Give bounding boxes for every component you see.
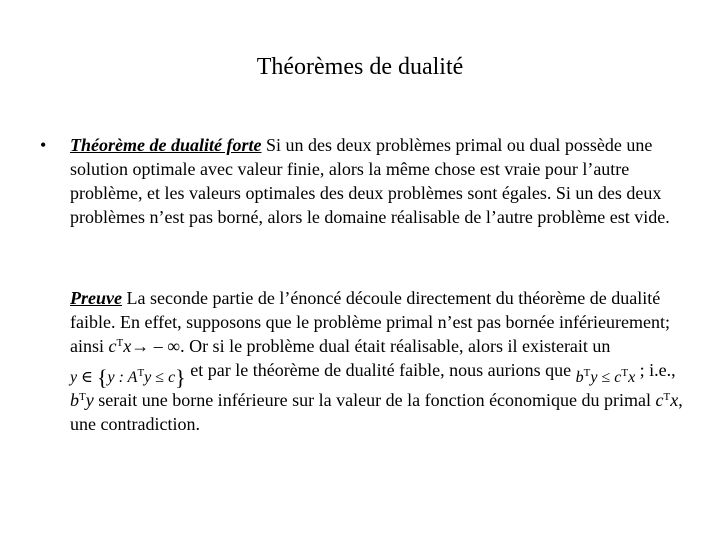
formula-y2: y — [144, 369, 152, 386]
formula-le: ≤ — [151, 369, 169, 386]
proof-text-6: , une contradiction. — [70, 390, 683, 434]
proof-text-4: ; i.e., — [635, 360, 676, 380]
transpose-mark-3: T — [663, 391, 671, 403]
var-x-2: x — [670, 390, 679, 410]
proof-label: Preuve — [70, 288, 122, 308]
proof-paragraph — [70, 286, 690, 436]
proof-text-3: et par le théorème de dualité faible, nous aurions que — [185, 360, 576, 380]
transpose-mark: T — [116, 337, 124, 349]
wd-le: ≤ — [597, 369, 615, 386]
var-x: x — [123, 336, 132, 356]
formula-T1: T — [137, 367, 145, 379]
wd-x: x — [628, 369, 636, 386]
formula-y: y — [70, 369, 78, 386]
formula-y-colon: y : — [107, 369, 128, 386]
theorem-paragraph — [70, 133, 690, 229]
bullet-marker: • — [40, 135, 47, 155]
var-b: b — [70, 390, 79, 410]
slide-title: Théorèmes de dualité — [256, 54, 464, 80]
wd-c: c — [614, 369, 622, 386]
proof-text-1: La seconde partie de l’énoncé découle directement du théorème de dualité faible. En effet, supposons que le problème primal n’est pas bornée inférieurement; ainsi — [70, 288, 670, 356]
var-c: c — [108, 336, 117, 356]
formula-c: c — [168, 369, 176, 386]
formula-brace-close: } — [175, 365, 186, 390]
wd-T1: T — [583, 367, 591, 379]
wd-y: y — [590, 369, 598, 386]
weak-duality-formula — [576, 368, 636, 388]
var-c-2: c — [655, 390, 664, 410]
transpose-mark-2: T — [79, 391, 86, 403]
dual-feasible-formula — [70, 365, 186, 390]
theorem-label: Théorème de dualité forte — [70, 135, 262, 155]
var-y: y — [85, 390, 94, 410]
proof-text-5: serait une borne inférieure sur la valeur de la fonction économique du primal — [93, 390, 656, 410]
theorem-body: Si un des deux problèmes primal ou dual possède une solution optimale avec valeur finie, alors la même chose est vraie pour l’autre problème, et les valeurs optimales des deux problèmes sont égales. Si un des deux problèmes n’est pas borné, alors le domaine réalisable de l’autre problème est vide. — [70, 135, 670, 227]
formula-in: ∈ — [77, 369, 97, 386]
formula-A: A — [127, 369, 138, 386]
formula-brace-open: { — [96, 365, 108, 390]
wd-b: b — [575, 369, 584, 386]
proof-text-2: → – ∞. Or si le problème dual était réalisable, alors il existerait un — [131, 336, 611, 356]
wd-T2: T — [621, 367, 629, 379]
